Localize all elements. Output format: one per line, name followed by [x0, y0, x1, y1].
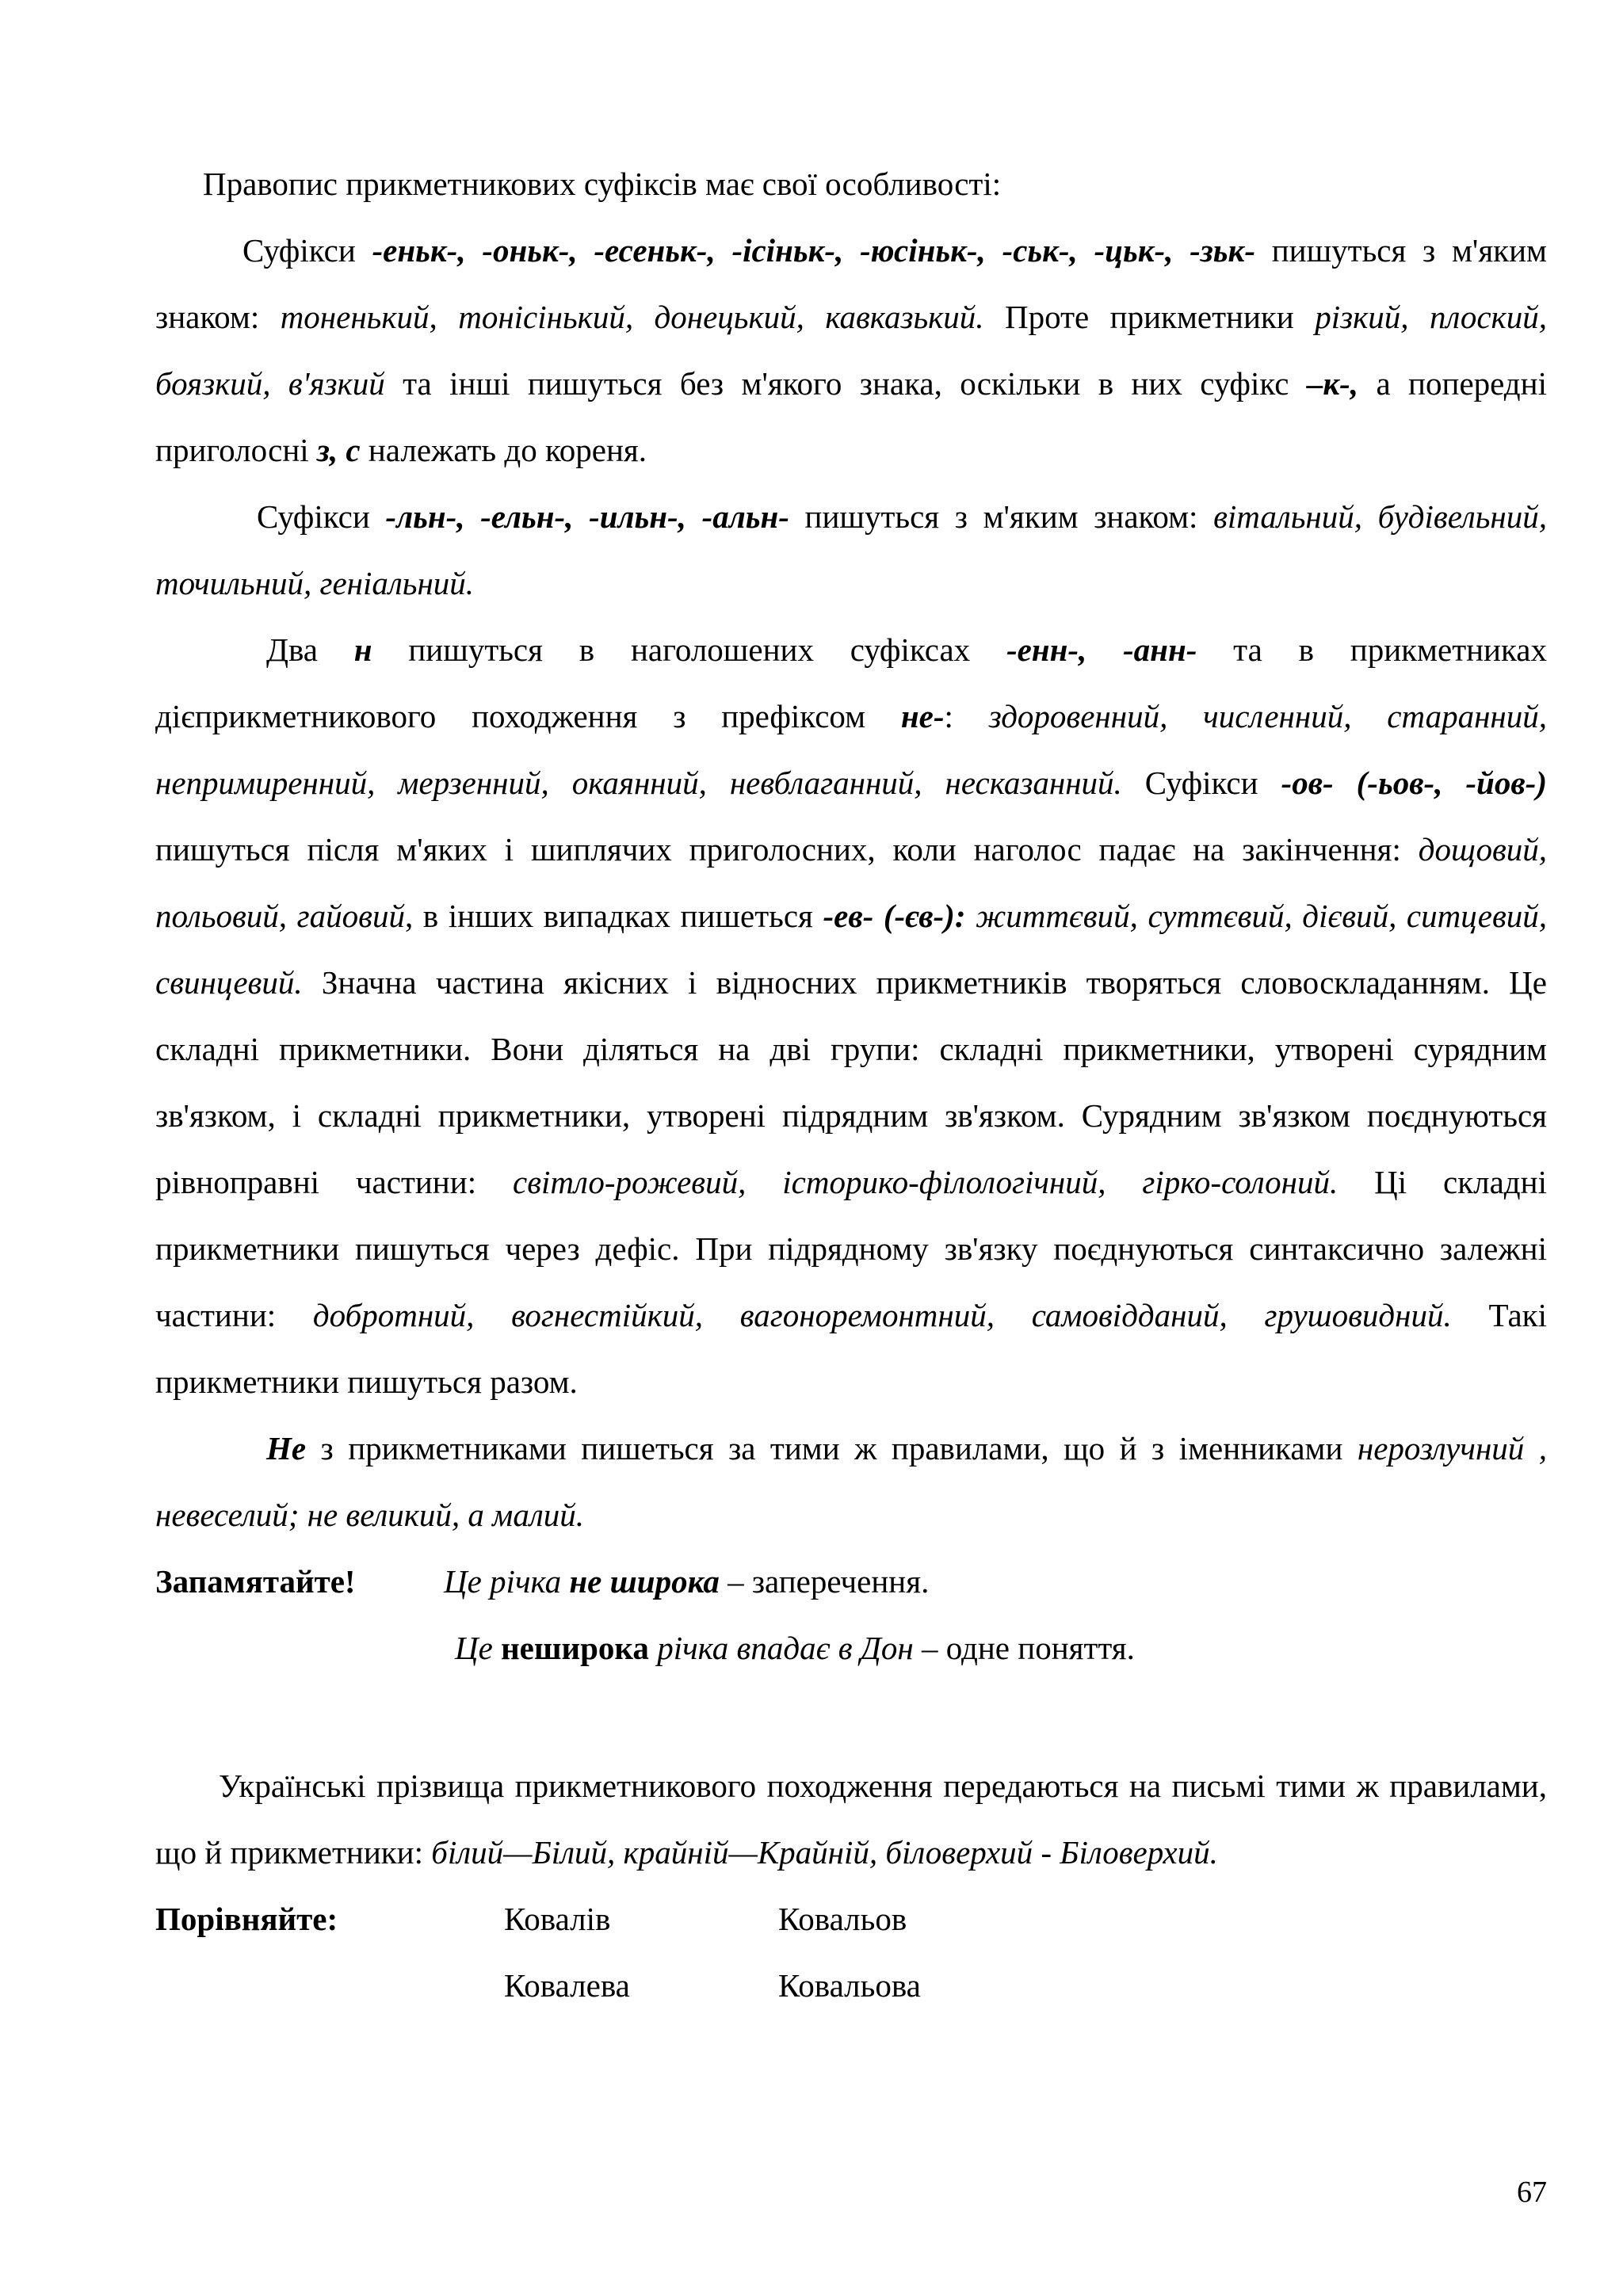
- text-run: :: [944, 698, 989, 734]
- text-run: Суфікси: [242, 232, 372, 269]
- text-run: пишуться з м'яким знаком:: [789, 498, 1214, 535]
- example-words: вітальний, будівельний, точильний, геніальний.: [155, 498, 1547, 601]
- text-run: пишуться з м'яким знаком:: [155, 232, 1547, 335]
- remember-line-1: [444, 1548, 929, 1615]
- paragraph-ne: [155, 1415, 1547, 1548]
- intro-text: Правопис прикметникових суфіксів має свої особливості:: [203, 166, 1002, 202]
- text-run: річка впадає в Дон: [648, 1630, 914, 1666]
- remember-label: Запамятайте!: [155, 1563, 356, 1600]
- emphasis: не широка: [569, 1563, 720, 1600]
- example-words: різкий, плоский, боязкий, в'язкий: [155, 299, 1547, 402]
- letter-n: н: [353, 631, 372, 668]
- suffix-list: -еньк-, -оньк-, -есеньк-, -ісіньк-, -юсіньк-, -ськ-, -цьк-, -зьк-: [372, 232, 1255, 269]
- compare-cell: Ковальов: [778, 1901, 907, 1937]
- text-run: та інші пишуться без м'якого знака, оскільки в них суфікс: [384, 365, 1307, 402]
- text-run: Ці складні прикметники пишуться через дефіс. При підрядному зв'язку поєднуються синтаксично залежні частини:: [155, 1164, 1547, 1333]
- example-words: світло-рожевий, історико-філологічний, гірко-солоний.: [513, 1164, 1338, 1200]
- suffix-list: -енн-, -анн-: [1006, 631, 1197, 668]
- compare-block: [155, 1886, 1547, 2019]
- suffix-list: -льн-, -ельн-, -ильн-, -альн-: [385, 498, 789, 535]
- compare-cell: Ковалева: [504, 1967, 630, 2004]
- example-words: нерозлучний , невеселий; не великий, а малий.: [155, 1430, 1547, 1533]
- example-words: дощовий, польовий, гайовий: [155, 831, 1547, 934]
- paragraph-surnames: [155, 1753, 1547, 1886]
- paragraph-ln-suffixes: [155, 483, 1547, 616]
- word-ne: Не: [266, 1430, 307, 1466]
- example-words: тоненький, тонісінький, донецький, кавказький.: [280, 299, 984, 335]
- suffix-k: –к-,: [1306, 365, 1359, 402]
- page-number: 67: [1517, 2176, 1547, 2209]
- text-run: Суфікси: [1121, 765, 1281, 801]
- text-run: Два: [266, 631, 354, 668]
- text-run: – заперечення.: [719, 1563, 930, 1600]
- paragraph-intro: [155, 151, 1547, 217]
- remember-line-2: [444, 1615, 1135, 1681]
- example-words: білий—Білий, крайній—Крайній, біловерхий - Біловерхий.: [431, 1834, 1218, 1871]
- document-page: [155, 151, 1547, 2019]
- text-run: з прикметниками пишеться за тими ж правилами, що й з іменниками: [306, 1430, 1358, 1466]
- text-run: Проте прикметники: [983, 299, 1316, 335]
- spacer: [155, 1681, 1547, 1753]
- text-run: пишуться після м'яких і шиплячих приголосних, коли наголос падає на закінчення:: [155, 831, 1419, 868]
- example-words: життєвий, суттєвий, дієвий, ситцевий, свинцевий.: [155, 898, 1548, 1001]
- text-run: Українські прізвища прикметникового походження передаються на письмі тими ж правилами, що й прикметники:: [155, 1768, 1547, 1871]
- text-run: а попередні приголосні: [155, 365, 1547, 468]
- text-run: , в інших випадках пишеться: [404, 898, 823, 934]
- text-run: – одне поняття.: [913, 1630, 1135, 1666]
- example-words: здоровенний, численний, старанний, непримиренний, мерзенний, окаянний, невблаганний, несказанний.: [155, 698, 1548, 801]
- letters: з, с: [316, 432, 361, 468]
- suffix-list: -ов- (-ьов-, -йов-): [1281, 765, 1547, 801]
- text-run: Такі прикметники пишуться разом.: [155, 1297, 1547, 1400]
- compare-cell: Ковалів: [504, 1901, 611, 1937]
- text-run: [965, 898, 976, 934]
- compare-cell: Ковальова: [778, 1967, 921, 2004]
- prefix-ne: не-: [900, 698, 945, 734]
- text-run: та в прикметниках дієприкметникового походження з префіксом: [155, 631, 1547, 734]
- text-run: належать до кореня.: [360, 432, 647, 468]
- emphasis: неширока: [501, 1630, 649, 1666]
- compare-label: Порівняйте:: [155, 1901, 338, 1937]
- text-run: Значна частина якісних і відносних прикметників творяться словоскладанням. Це складні прикметники. Вони діляться на дві групи: складні прикметники, утворені сурядним зв'язком, і складні прикметники, утворені підрядним зв'язком. Сурядним зв'язком поєднуються рівноправні частини:: [155, 964, 1547, 1200]
- paragraph-double-n: [155, 616, 1547, 1415]
- remember-block: [155, 1548, 1547, 1681]
- text-run: пишуться в наголошених суфіксах: [372, 631, 1006, 668]
- text-run: Це річка: [444, 1563, 570, 1600]
- suffix-list: -ев- (-єв-):: [823, 898, 966, 934]
- example-words: добротний, вогнестійкий, вагоноремонтний, самовідданий, грушовидний.: [312, 1297, 1452, 1333]
- text-run: Суфікси: [257, 498, 386, 535]
- text-run: Це: [455, 1630, 502, 1666]
- paragraph-enk-suffixes: [155, 217, 1547, 483]
